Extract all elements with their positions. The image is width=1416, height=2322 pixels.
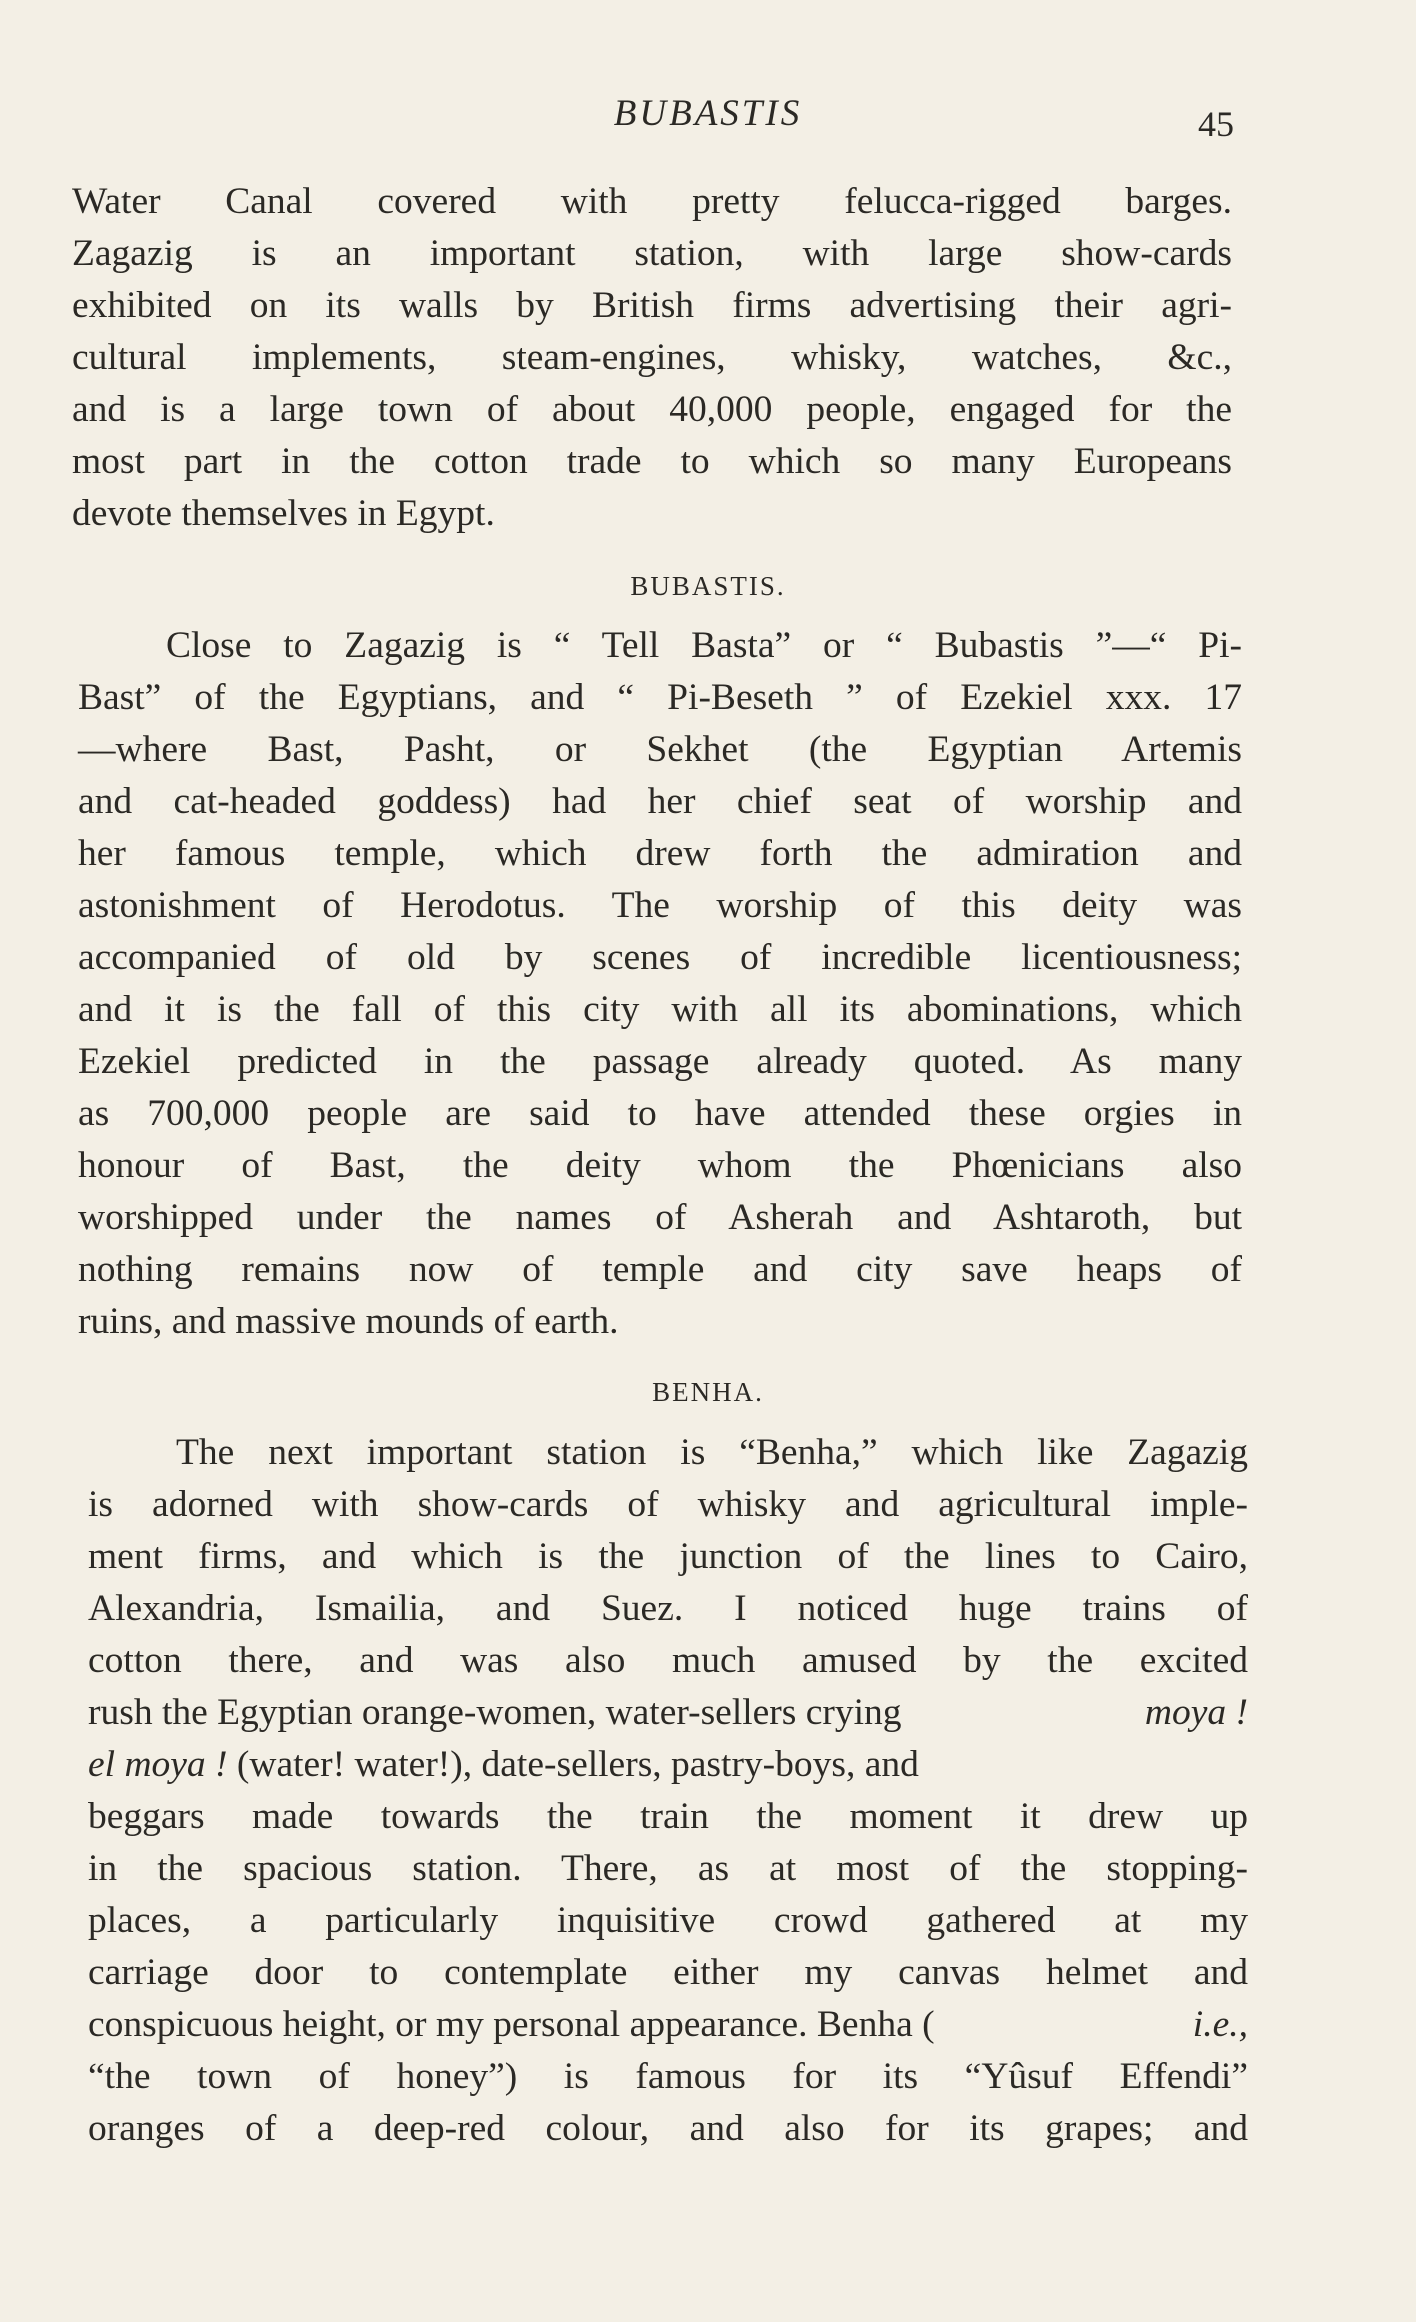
text-line: beggars made towards the train the moment it drew up (88, 1796, 1248, 1837)
text-line: in the spacious station. There, as at most of the stopping- (88, 1848, 1248, 1889)
text-line: —where Bast, Pasht, or Sekhet (the Egyptian Artemis (78, 729, 1242, 770)
text-line (88, 1743, 1248, 1786)
text-line: astonishment of Herodotus. The worship of this deity was (78, 885, 1242, 926)
text-line: exhibited on its walls by British firms advertising their agri- (72, 285, 1232, 326)
text-line: Ezekiel predicted in the passage already quoted. As many (78, 1041, 1242, 1082)
text-line: ruins, and massive mounds of earth. (78, 1301, 619, 1342)
text-line: nothing remains now of temple and city save heaps of (78, 1249, 1242, 1290)
text-line: devote themselves in Egypt. (72, 493, 495, 534)
text-line: accompanied of old by scenes of incredible licentiousness; (78, 937, 1242, 978)
text-line: oranges of a deep-red colour, and also for its grapes; and (88, 2108, 1248, 2149)
text-line: worshipped under the names of Asherah and Ashtaroth, but (78, 1197, 1242, 1238)
text-line: ment firms, and which is the junction of the lines to Cairo, (88, 1536, 1248, 1577)
text-line: is adorned with show-cards of whisky and agricultural imple- (88, 1484, 1248, 1525)
text-line: “the town of honey”) is famous for its “Yûsuf Effendi” (88, 2056, 1248, 2097)
text-line: Close to Zagazig is “ Tell Basta” or “ Bubastis ”—“ Pi- (166, 625, 1242, 666)
text-line: carriage door to contemplate either my canvas helmet and (88, 1952, 1248, 1993)
text-line (88, 2003, 1248, 2046)
text-fragment: (water! water!), date-sellers, pastry-boys, and (227, 1744, 919, 1785)
text-line: and is a large town of about 40,000 people, engaged for the (72, 389, 1232, 430)
text-line: honour of Bast, the deity whom the Phœnicians also (78, 1145, 1242, 1186)
section-heading-benha: BENHA. (652, 1377, 764, 1407)
text-line: Bast” of the Egyptians, and “ Pi-Beseth ” of Ezekiel xxx. 17 (78, 677, 1242, 718)
text-line: Zagazig is an important station, with large show-cards (72, 233, 1232, 274)
section-heading-bubastis: BUBASTIS. (630, 571, 786, 601)
page-number: 45 (1198, 104, 1234, 144)
text-line: as 700,000 people are said to have attended these orgies in (78, 1093, 1242, 1134)
text-line: most part in the cotton trade to which so many Europeans (72, 441, 1232, 482)
text-line: places, a particularly inquisitive crowd gathered at my (88, 1900, 1248, 1941)
running-head: BUBASTIS (613, 93, 803, 134)
text-line (88, 1691, 1248, 1734)
italic-fragment: moya ! (1144, 1692, 1248, 1733)
italic-fragment: el moya ! (88, 1744, 228, 1785)
text-line: Water Canal covered with pretty felucca-rigged barges. (72, 181, 1232, 222)
text-line: and it is the fall of this city with all its abominations, which (78, 989, 1242, 1030)
text-line: Alexandria, Ismailia, and Suez. I noticed huge trains of (88, 1588, 1248, 1629)
text-fragment: conspicuous height, or my personal appearance. Benha ( (88, 2004, 935, 2045)
text-fragment: rush the Egyptian orange-women, water-sellers crying (88, 1692, 911, 1733)
italic-fragment: i.e., (1192, 2004, 1248, 2045)
text-line: The next important station is “Benha,” which like Zagazig (176, 1432, 1248, 1473)
text-line: cotton there, and was also much amused by the excited (88, 1640, 1248, 1681)
text-line: her famous temple, which drew forth the admiration and (78, 833, 1242, 874)
text-line: and cat-headed goddess) had her chief seat of worship and (78, 781, 1242, 822)
text-line: cultural implements, steam-engines, whisky, watches, &c., (72, 337, 1232, 378)
